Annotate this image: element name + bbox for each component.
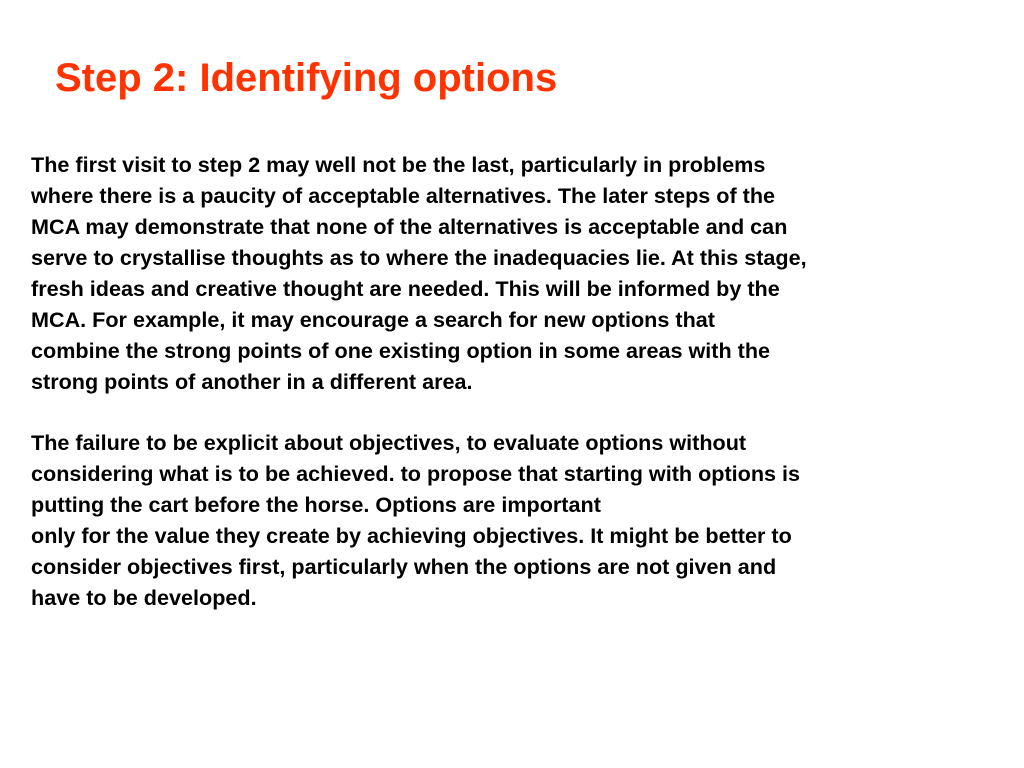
- paragraph-options-revisit: [31, 149, 991, 397]
- body-line: consider objectives first, particularly when the options are not given and: [31, 554, 777, 579]
- body-line: The failure to be explicit about objectives, to evaluate options without: [31, 430, 747, 455]
- body-line: have to be developed.: [31, 585, 257, 610]
- body-line: serve to crystallise thoughts as to where the inadequacies lie. At this stage,: [31, 245, 807, 270]
- paragraph-objectives-first: [31, 427, 991, 613]
- body-line: MCA may demonstrate that none of the alternatives is acceptable and can: [31, 214, 788, 239]
- slide-title: Step 2: Identifying options: [55, 56, 558, 100]
- body-line: considering what is to be achieved. to propose that starting with options is: [31, 461, 801, 486]
- paragraph-spacer: [31, 397, 991, 427]
- body-line: strong points of another in a different area.: [31, 369, 473, 394]
- slide-body: [31, 149, 991, 613]
- body-line: putting the cart before the horse. Options are important: [31, 492, 601, 517]
- body-line: only for the value they create by achieving objectives. It might be better to: [31, 523, 792, 548]
- body-line: combine the strong points of one existing option in some areas with the: [31, 338, 771, 363]
- body-line: MCA. For example, it may encourage a search for new options that: [31, 307, 715, 332]
- body-line: fresh ideas and creative thought are needed. This will be informed by the: [31, 276, 780, 301]
- body-line: where there is a paucity of acceptable alternatives. The later steps of the: [31, 183, 776, 208]
- body-line: The first visit to step 2 may well not be the last, particularly in problems: [31, 152, 766, 177]
